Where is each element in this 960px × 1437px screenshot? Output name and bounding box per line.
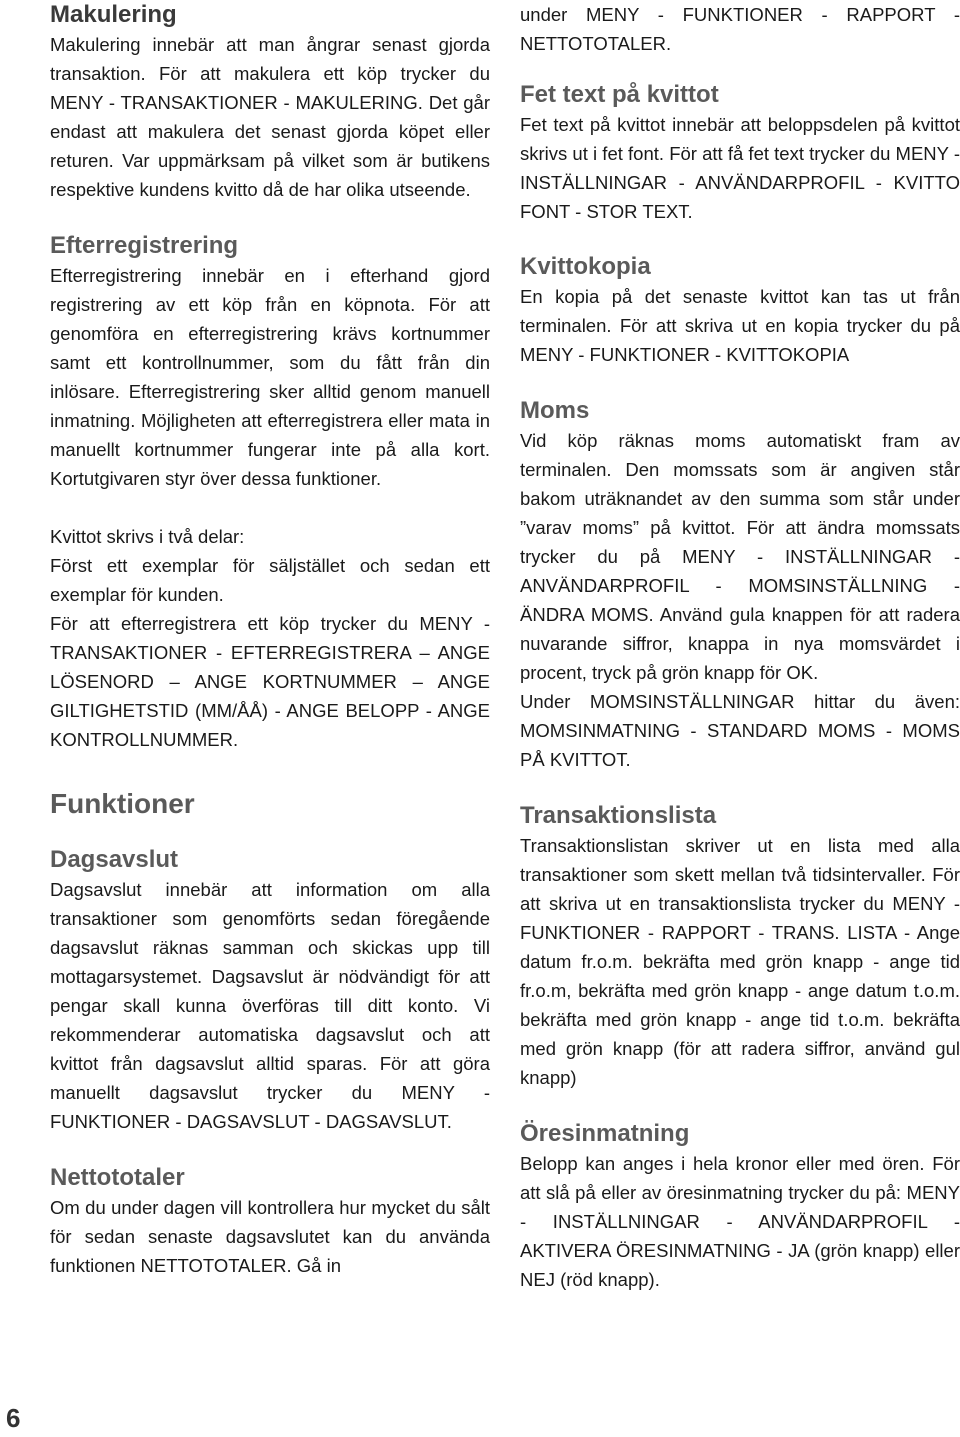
heading-kvittokopia: Kvittokopia xyxy=(520,253,651,280)
section-fet-text xyxy=(520,80,960,226)
text-nettototaler: Om du under dagen vill kontrollera hur mycket du sålt för sedan senaste dagsavslutet kan du använda funktionen NETTOTOTALER. Gå in xyxy=(50,1197,490,1276)
right-column xyxy=(520,0,960,1294)
section-moms xyxy=(520,396,960,774)
section-nettototaler xyxy=(50,1163,490,1280)
heading-makulering: Makulering xyxy=(50,1,177,28)
text-kvittokopia: En kopia på det senaste kvittot kan tas ut från terminalen. För att skriva ut en kopia trycker du på MENY - FUNKTIONER - KVITTOKOPIA xyxy=(520,286,960,365)
section-dagsavslut xyxy=(50,845,490,1136)
text-oresinmatning: Belopp kan anges i hela kronor eller med ören. För att slå på eller av öresinmatning trycker du på: MENY - INSTÄLLNINGAR - ANVÄNDARPROFIL - AKTIVERA ÖRESINMATNING - JA (grön knapp) eller NEJ (röd knapp). xyxy=(520,1153,960,1290)
text-transaktionslista: Transaktionslistan skriver ut en lista med alla transaktioner som skett mellan två tidsintervaller. För att skriva ut en transaktionslista trycker du MENY - FUNKTIONER - RAPPORT - TRANS. LISTA - Ange datum fr.o.m. bekräfta med grön knapp - ange tid fr.o.m, bekräfta med grön knapp - ange datum t.o.m. bekräfta med grön knapp - ange tid t.o.m. bekräfta med grön knapp (för att radera siffror, använd gul knapp) xyxy=(520,835,960,1088)
section-kvittokopia xyxy=(520,252,960,369)
text-nettototaler-cont: under MENY - FUNKTIONER - RAPPORT - NETTOTOTALER. xyxy=(520,4,960,54)
section-transaktionslista xyxy=(520,801,960,1092)
text-efterregistrera-instruktion: För att efterregistrera ett köp trycker du MENY - TRANSAKTIONER - EFTERREGISTRERA – ANGE LÖSENORD – ANGE KORTNUMMER – ANGE GILTIGHETSTID (MM/ÅÅ) - ANGE BELOPP - ANGE KONTROLLNUMMER. xyxy=(50,613,490,750)
text-exemplar: Först ett exemplar för säljstället och sedan ett exemplar för kunden. xyxy=(50,555,490,605)
heading-moms: Moms xyxy=(520,397,590,424)
section-oresinmatning xyxy=(520,1119,960,1294)
text-dagsavslut: Dagsavslut innebär att information om alla transaktioner som genomförts sedan föregående dagsavslut räknas samman och skickas upp till mottagarsystemet. Dagsavslut är nödvändigt för att pengar skall kunna överföras till ditt konto. Vi rekommenderar automatiska dagsavslut och att kvittot från dagsavslut alltid sparas. För att göra manuellt dagsavslut trycker du MENY - FUNKTIONER - DAGSAVSLUT - DAGSAVSLUT. xyxy=(50,879,490,1132)
left-column xyxy=(50,0,490,1280)
section-nettototaler-cont xyxy=(520,0,960,58)
page-number: 6 xyxy=(6,1403,21,1433)
heading-nettototaler: Nettototaler xyxy=(50,1164,185,1191)
section-funktioner xyxy=(50,787,490,821)
heading-funktioner: Funktioner xyxy=(50,788,195,819)
heading-oresinmatning: Öresinmatning xyxy=(520,1120,690,1147)
heading-fet-text: Fet text på kvittot xyxy=(520,81,719,108)
text-makulering: Makulering innebär att man ångrar senast gjorda transaktion. För att makulera ett köp trycker du MENY - TRANSAKTIONER - MAKULERING. Det går endast att makulera det senast gjorda köpet eller returen. Var uppmärksam på vilket som är butikens respektive kundens kvitto då de har olika utseende. xyxy=(50,34,490,200)
text-kvittot-delar: Kvittot skrivs i två delar: xyxy=(50,526,245,547)
text-fet-text: Fet text på kvittot innebär att beloppsdelen på kvittot skrivs ut i fet font. För att få fet text trycker du MENY - INSTÄLLNINGAR - ANVÄNDARPROFIL - KVITTO FONT - STOR TEXT. xyxy=(520,114,960,222)
section-makulering xyxy=(50,0,490,204)
text-efterregistrering: Efterregistrering innebär en i efterhand gjord registrering av ett köp från en köpnota. För att genomföra en efterregistrering krävs kortnummer samt ett kontrollnummer, som du fått från din inlösare. Efterregistrering sker alltid genom manuell inmatning. Möjligheten att efterregistrera eller mata in manuellt kortnummer fungerar inte på alla kort. Kortutgivaren styr över dessa funktioner. xyxy=(50,265,490,489)
heading-transaktionslista: Transaktionslista xyxy=(520,802,717,829)
heading-efterregistrering: Efterregistrering xyxy=(50,232,239,259)
text-momsinstallningar: Under MOMSINSTÄLLNINGAR hittar du även: MOMSINMATNING - STANDARD MOMS - MOMS PÅ KVITTOT. xyxy=(520,691,960,770)
heading-dagsavslut: Dagsavslut xyxy=(50,846,179,873)
text-moms: Vid köp räknas moms automatiskt fram av terminalen. Den momssats som är angiven står bakom uträknandet av den summa som står under ”varav moms” på kvittot. För att ändra momssats trycker du på MENY - INSTÄLLNINGAR - ANVÄNDARPROFIL - MOMSINSTÄLLNING - ÄNDRA MOMS. Använd gula knappen för att radera nuvarande siffror, knappa in nya momsvärdet i procent, tryck på grön knapp för OK. xyxy=(520,430,960,683)
section-efterregistrering xyxy=(50,231,490,754)
